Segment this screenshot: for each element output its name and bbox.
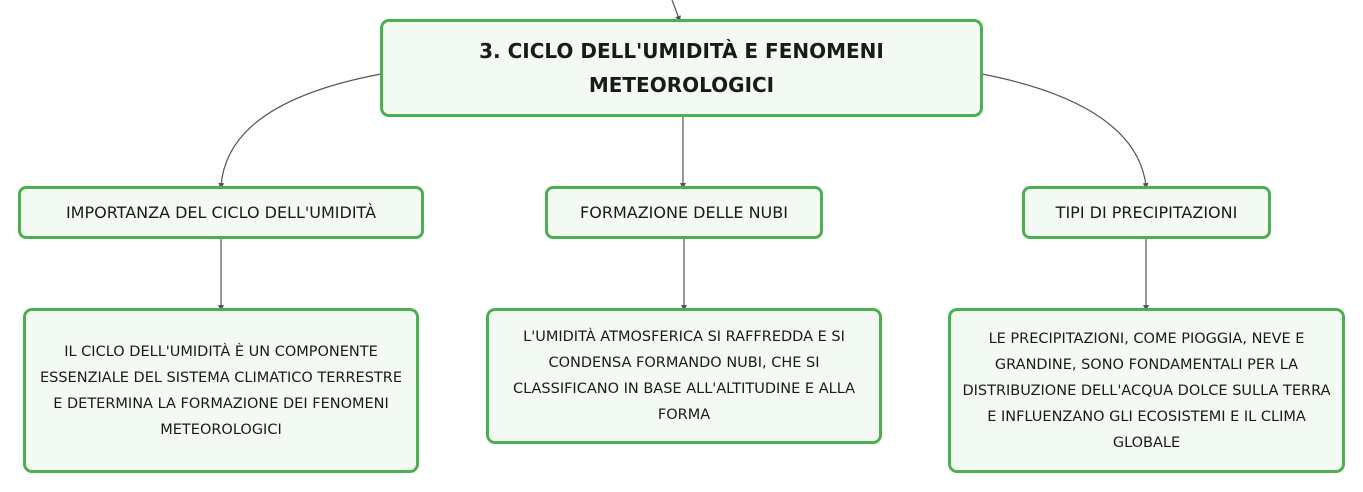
connector-root-to-branch-1 bbox=[221, 74, 381, 186]
detail-text-precipitation-types: LE PRECIPITAZIONI, COME PIOGGIA, NEVE E GRANDINE, SONO FONDAMENTALI PER LA DISTRIBUZIONE DELL'ACQUA DOLCE SULLA TERRA E INFLUENZANO GLI ECOSISTEMI E IL CLIMA GLOBALE bbox=[962, 330, 1331, 451]
connector-parent-to-root bbox=[672, 0, 679, 19]
detail-node-importance[interactable] bbox=[23, 308, 419, 473]
root-topic-label: 3. CICLO DELL'UMIDITÀ E FENOMENI METEOROLOGICI bbox=[479, 39, 884, 97]
detail-text-importance: IL CICLO DELL'UMIDITÀ È UN COMPONENTE ESSENZIALE DEL SISTEMA CLIMATICO TERRESTRE E DETERMINA LA FORMAZIONE DEI FENOMENI METEOROLOGICI bbox=[39, 343, 402, 438]
branch-node-cloud-formation[interactable] bbox=[545, 186, 823, 239]
detail-node-precipitation-types[interactable] bbox=[948, 308, 1345, 473]
branch-node-importance[interactable] bbox=[18, 186, 424, 239]
detail-text-cloud-formation: L'UMIDITÀ ATMOSFERICA SI RAFFREDDA E SI CONDENSA FORMANDO NUBI, CHE SI CLASSIFICANO IN BASE ALL'ALTITUDINE E ALLA FORMA bbox=[512, 329, 856, 423]
branch-label-importance: IMPORTANZA DEL CICLO DELL'UMIDITÀ bbox=[65, 203, 377, 222]
connector-root-to-branch-3 bbox=[982, 74, 1146, 186]
branch-label-precipitation-types: TIPI DI PRECIPITAZIONI bbox=[1055, 203, 1238, 222]
branch-node-precipitation-types[interactable] bbox=[1022, 186, 1271, 239]
branch-label-cloud-formation: FORMAZIONE DELLE NUBI bbox=[580, 203, 788, 222]
detail-node-cloud-formation[interactable] bbox=[486, 308, 882, 444]
root-topic-node[interactable] bbox=[380, 19, 983, 117]
